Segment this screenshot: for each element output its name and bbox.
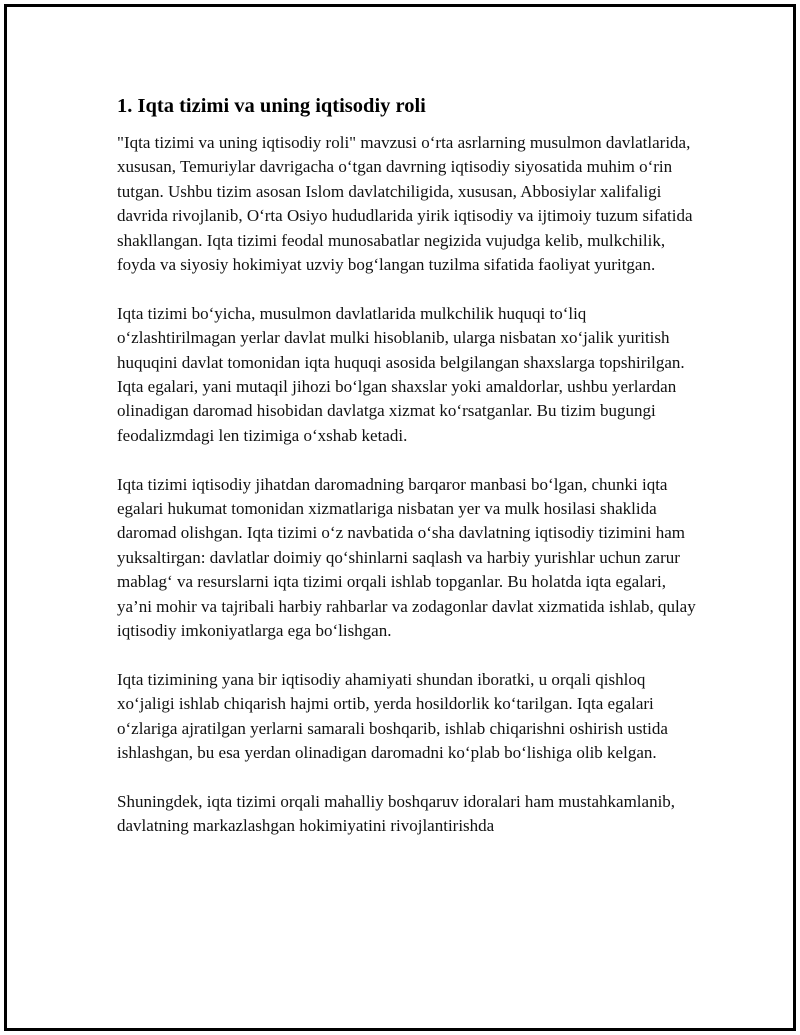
paragraph-5: Shuningdek, iqta tizimi orqali mahalliy boshqaruv idoralari ham mustahkamlanib, davlatning markazlashgan hokimiyatini rivojlantirishda bbox=[117, 791, 676, 836]
paragraph-1: "Iqta tizimi va uning iqtisodiy roli" mavzusi o‘rta asrlarning musulmon davlatlarida, xususan, Temuriylar davrigacha o‘tgan davrning iqtisodiy siyosatida muhim o‘rin tutgan. Ushbu tizim asosan Islom davlatchiligida, xususan, Abbosiylar xalifaligi davrida rivojlanib, O‘rta Osiyo hududlarida yirik iqtisodiy va ijtimoiy tuzum sifatida shakllangan. Iqta tizimi feodal munosabatlar negizida vujudga kelib, mulkchilik, foyda va siyosiy hokimiyat uzviy bog‘langan tuzilma sifatida faoliyat yuritgan. bbox=[117, 133, 693, 275]
paragraph-2: Iqta tizimi bo‘yicha, musulmon davlatlarida mulkchilik huquqi to‘liq o‘zlashtirilmagan yerlar davlat mulki hisoblanib, ularga nisbatan xo‘jalik yuritish huquqini davlat tomonidan iqta huquqi asosida belgilangan shaxslarga topshirilgan. Iqta egalari, yani mutaqil jihozi bo‘lgan shaxslar yoki amaldorlar, ushbu yerlardan olinadigan daromad hisobidan davlatga xizmat ko‘rsatganlar. Bu tizim bugungi feodalizmdagi len tizimiga o‘xshab ketadi. bbox=[117, 303, 685, 445]
paragraph-4: Iqta tizimining yana bir iqtisodiy ahamiyati shundan iboratki, u orqali qishloq xo‘jaligi ishlab chiqarish hajmi ortib, yerda hosildorlik ko‘tarilgan. Iqta egalari o‘zlariga ajratilgan yerlarni samarali boshqarib, ishlab chiqarishni oshirish ustida ishlashgan, bu esa yerdan olinadigan daromadni ko‘plab bo‘lishiga olib kelgan. bbox=[117, 669, 668, 763]
document-body bbox=[117, 94, 697, 863]
paragraph-3: Iqta tizimi iqtisodiy jihatdan daromadning barqaror manbasi bo‘lgan, chunki iqta egalari hukumat tomonidan xizmatlariga nisbatan yer va mulk hosilasi shaklida daromad olishgan. Iqta tizimi o‘z navbatida o‘sha davlatning iqtisodiy tizimini ham yuksaltirgan: davlatlar doimiy qo‘shinlarni saqlash va harbiy yurishlar uchun zarur mablag‘ va resurslarni iqta tizimi orqali ishlab topganlar. Bu holatda iqta egalari, ya’ni mohir va tajribali harbiy rahbarlar va zodagonlar davlat xizmatida ishlab, qulay iqtisodiy imkoniyatlarga ega bo‘lishgan. bbox=[117, 474, 696, 641]
section-heading: 1. Iqta tizimi va uning iqtisodiy roli bbox=[117, 95, 426, 117]
